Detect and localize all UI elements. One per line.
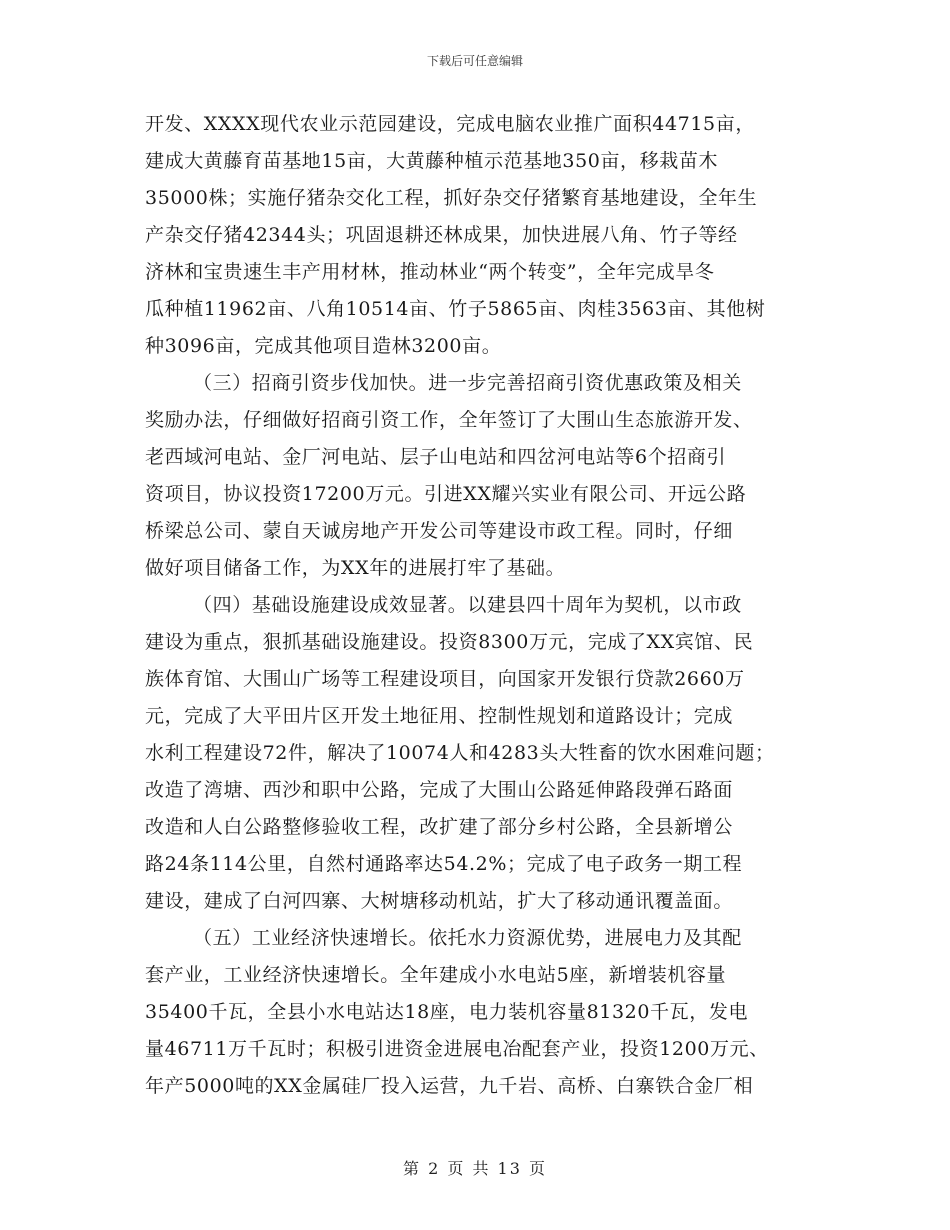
text-line: 建设为重点，狠抓基础设施建设。投资8300万元，完成了XX宾馆、民 bbox=[145, 631, 754, 653]
document-body bbox=[145, 106, 817, 1105]
text-line: 种3096亩，完成其他项目造林3200亩。 bbox=[145, 335, 502, 357]
text-line: 老西域河电站、金厂河电站、层子山电站和四岔河电站等6个招商引 bbox=[145, 446, 727, 468]
text-line: 做好项目储备工作，为XX年的进展打牢了基础。 bbox=[145, 557, 566, 579]
text-line: 元，完成了大平田片区开发土地征用、控制性规划和道路设计；完成 bbox=[145, 705, 734, 727]
text-line: 产杂交仔猪42344头；巩固退耕还林成果，加快进展八角、竹子等经 bbox=[145, 224, 738, 246]
text-line: 瓜种植11962亩、八角10514亩、竹子5865亩、肉桂3563亩、其他树 bbox=[145, 298, 766, 320]
text-line: 量46711万千瓦时；积极引进资金进展电冶配套产业，投资1200万元、 bbox=[145, 1038, 769, 1060]
text-line: 改造了湾塘、西沙和职中公路，完成了大围山公路延伸路段弹石路面 bbox=[145, 779, 734, 801]
section-heading-line: （五）工业经济快速增长。依托水力资源优势，进展电力及其配 bbox=[193, 927, 742, 949]
text-line: 济林和宝贵速生丰产用材林，推动林业“两个转变”，全年完成旱冬 bbox=[145, 261, 715, 283]
text-line: 桥梁总公司、蒙自天诚房地产开发公司等建设市政工程。同时，仔细 bbox=[145, 520, 734, 542]
section-heading-line: （三）招商引资步伐加快。进一步完善招商引资优惠政策及相关 bbox=[193, 372, 742, 394]
section-heading-line: （四）基础设施建设成效显著。以建县四十周年为契机，以市政 bbox=[193, 594, 742, 616]
text-line: 建设，建成了白河四寨、大树塘移动机站，扩大了移动通讯覆盖面。 bbox=[145, 890, 734, 912]
text-line: 改造和人白公路整修验收工程，改扩建了部分乡村公路，全县新增公 bbox=[145, 816, 734, 838]
text-line: 35000株；实施仔猪杂交化工程，抓好杂交仔猪繁育基地建设，全年生 bbox=[145, 187, 758, 209]
text-line: 35400千瓦，全县小水电站达18座，电力装机容量81320千瓦，发电 bbox=[145, 1001, 749, 1023]
text-line: 开发、XXXX现代农业示范园建设，完成电脑农业推广面积44715亩， bbox=[145, 113, 755, 135]
text-line: 路24条114公里，自然村通路率达54.2%；完成了电子政务一期工程 bbox=[145, 853, 743, 875]
page-number-footer: 第 2 页 共 13 页 bbox=[403, 1159, 547, 1178]
text-line: 族体育馆、大围山广场等工程建设项目，向国家开发银行贷款2660万 bbox=[145, 668, 745, 690]
text-line: 奖励办法，仔细做好招商引资工作，全年签订了大围山生态旅游开发、 bbox=[145, 409, 753, 431]
text-line: 建成大黄藤育苗基地15亩，大黄藤种植示范基地350亩，移栽苗木 bbox=[145, 150, 719, 172]
page-header: 下载后可任意编辑 bbox=[426, 54, 523, 68]
text-line: 水利工程建设72件，解决了10074人和4283头大牲畜的饮水困难问题； bbox=[145, 742, 775, 764]
text-line: 年产5000吨的XX金属硅厂投入运营，九千岩、高桥、白寨铁合金厂相 bbox=[145, 1075, 754, 1097]
text-line: 资项目，协议投资17200万元。引进XX耀兴实业有限公司、开远公路 bbox=[145, 483, 747, 505]
text-line: 套产业，工业经济快速增长。全年建成小水电站5座，新增装机容量 bbox=[145, 964, 727, 986]
